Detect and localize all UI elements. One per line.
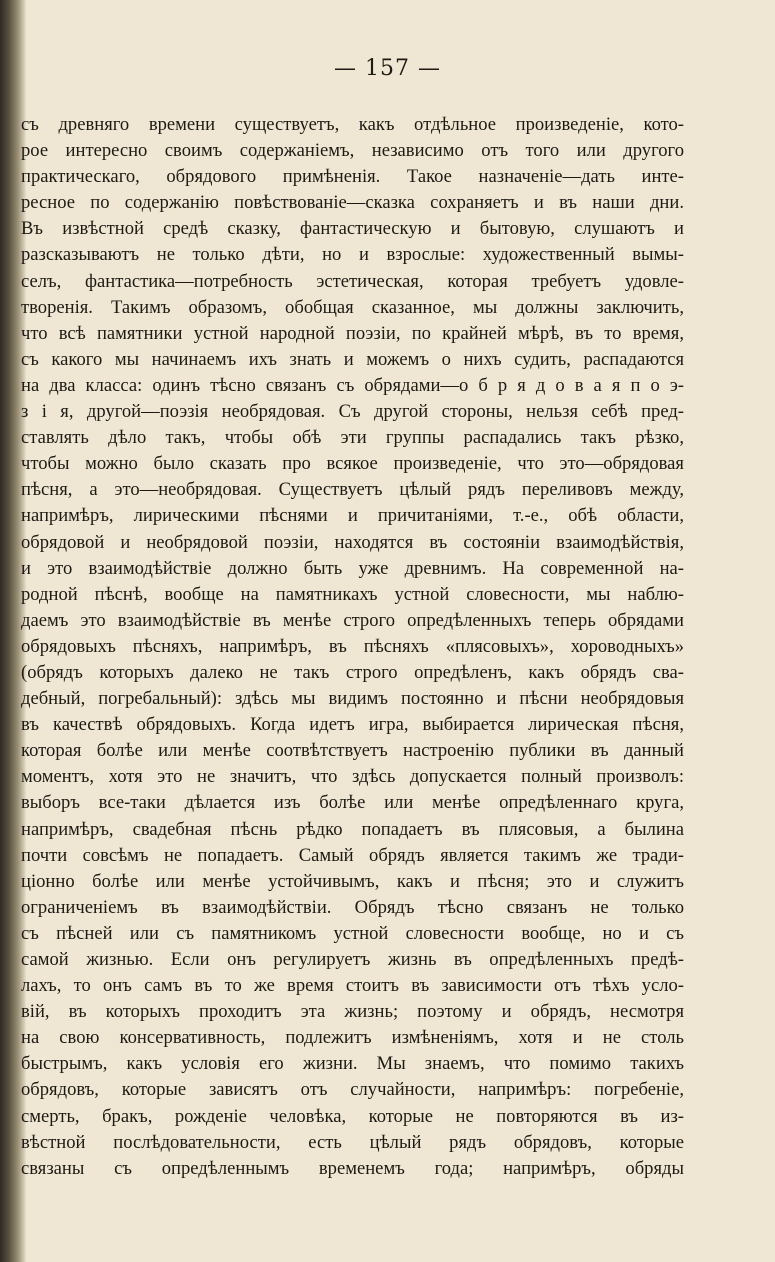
page-number: — 157 — bbox=[334, 56, 441, 81]
text-line: на два класса: одинъ тѣсно связанъ съ обрядами—о б р я д о в а я п о э- bbox=[21, 374, 684, 396]
text-line: моментъ, хотя это не значитъ, что здѣсь допускается полный произволъ: bbox=[21, 766, 684, 788]
text-line: съ какого мы начинаемъ ихъ знать и можемъ о нихъ судить, распадаются bbox=[21, 348, 684, 370]
text-line: Въ извѣстной средѣ сказку, фантастическую и бытовую, слушаютъ и bbox=[21, 218, 684, 240]
text-line: з і я, другой—поэзія необрядовая. Съ другой стороны, нельзя себѣ пред- bbox=[21, 401, 684, 423]
text-line: и это взаимодѣйствіе должно быть уже древнимъ. На современной на- bbox=[21, 557, 684, 579]
text-line: вій, въ которыхъ проходитъ эта жизнь; поэтому и обрядъ, несмотря bbox=[21, 1001, 684, 1023]
text-line: быстрымъ, какъ условія его жизни. Мы знаемъ, что помимо такихъ bbox=[21, 1053, 684, 1075]
text-line: чтобы можно было сказать про всякое произведеніе, что это—обрядовая bbox=[21, 453, 684, 475]
text-line: ресное по содержанію повѣствованіе—сказка сохраняетъ и въ наши дни. bbox=[21, 192, 684, 214]
text-line: родной пѣснѣ, вообще на памятникахъ устной словесности, мы наблю- bbox=[21, 583, 684, 605]
text-line: въ качествѣ обрядовыхъ. Когда идетъ игра, выбирается лирическая пѣсня, bbox=[21, 714, 684, 736]
text-line: лахъ, то онъ самъ въ то же время стоитъ въ зависимости отъ тѣхъ усло- bbox=[21, 975, 684, 997]
text-line: которая болѣе или менѣе соотвѣтствуетъ настроенію публики въ данный bbox=[21, 740, 684, 762]
text-line: практическаго, обрядового примѣненія. Такое назначеніе—дать инте- bbox=[21, 166, 684, 188]
text-line: ограниченіемъ въ взаимодѣйствіи. Обрядъ тѣсно связанъ не только bbox=[21, 896, 684, 918]
text-line: селъ, фантастика—потребность эстетическая, которая требуетъ удовле- bbox=[21, 270, 684, 292]
text-line: ставлять дѣло такъ, чтобы обѣ эти группы распадались такъ рѣзко, bbox=[21, 427, 684, 449]
text-line: смерть, бракъ, рожденіе человѣка, которые не повторяются въ из- bbox=[21, 1105, 684, 1127]
body-text bbox=[21, 112, 684, 1182]
text-line: обрядовой и необрядовой поэзіи, находятся въ состояніи взаимодѣйствія, bbox=[21, 531, 684, 553]
text-line: вѣстной послѣдовательности, есть цѣлый рядъ обрядовъ, которые bbox=[21, 1131, 684, 1153]
text-line: даемъ это взаимодѣйствіе въ менѣе строго опредѣленныхъ теперь обрядами bbox=[21, 609, 684, 631]
text-line: почти совсѣмъ не попадаетъ. Самый обрядъ является такимъ же тради- bbox=[21, 844, 684, 866]
text-line: на свою консервативность, подлежитъ измѣненіямъ, хотя и не столь bbox=[21, 1027, 684, 1049]
text-line: выборъ все-таки дѣлается изъ болѣе или менѣе опредѣленнаго круга, bbox=[21, 792, 684, 814]
text-line: пѣсня, а это—необрядовая. Существуетъ цѣлый рядъ переливовъ между, bbox=[21, 479, 684, 501]
text-line: напримѣръ, лирическими пѣснями и причитаніями, т.-е., обѣ области, bbox=[21, 505, 684, 527]
text-line: что всѣ памятники устной народной поэзіи, по крайней мѣрѣ, въ то время, bbox=[21, 322, 684, 344]
text-line: (обрядъ которыхъ далеко не такъ строго опредѣленъ, какъ обрядъ сва- bbox=[21, 661, 684, 683]
text-line: съ пѣсней или съ памятникомъ устной словесности вообще, но и съ bbox=[21, 922, 684, 944]
text-line: напримѣръ, свадебная пѣснь рѣдко попадаетъ въ плясовыя, а былина bbox=[21, 818, 684, 840]
text-line: ціонно болѣе или менѣе устойчивымъ, какъ и пѣсня; это и служитъ bbox=[21, 870, 684, 892]
text-line: разсказываютъ не только дѣти, но и взрослые: художественный вымы- bbox=[21, 244, 684, 266]
text-line: обрядовыхъ пѣсняхъ, напримѣръ, въ пѣсняхъ «плясовыхъ», хороводныхъ» bbox=[21, 635, 684, 657]
text-line: творенія. Такимъ образомъ, обобщая сказанное, мы должны заключить, bbox=[21, 296, 684, 318]
text-line: дебный, погребальный): здѣсь мы видимъ постоянно и пѣсни необрядовыя bbox=[21, 688, 684, 710]
text-line: рое интересно своимъ содержаніемъ, независимо отъ того или другого bbox=[21, 140, 684, 162]
text-line: обрядовъ, которые зависятъ отъ случайности, напримѣръ: погребеніе, bbox=[21, 1079, 684, 1101]
text-line: самой жизнью. Если онъ регулируетъ жизнь въ опредѣленныхъ предѣ- bbox=[21, 949, 684, 970]
text-line: съ древняго времени существуетъ, какъ отдѣльное произведеніе, кото- bbox=[21, 114, 684, 135]
text-line: связаны съ опредѣленнымъ временемъ года; напримѣръ, обряды bbox=[21, 1157, 684, 1179]
